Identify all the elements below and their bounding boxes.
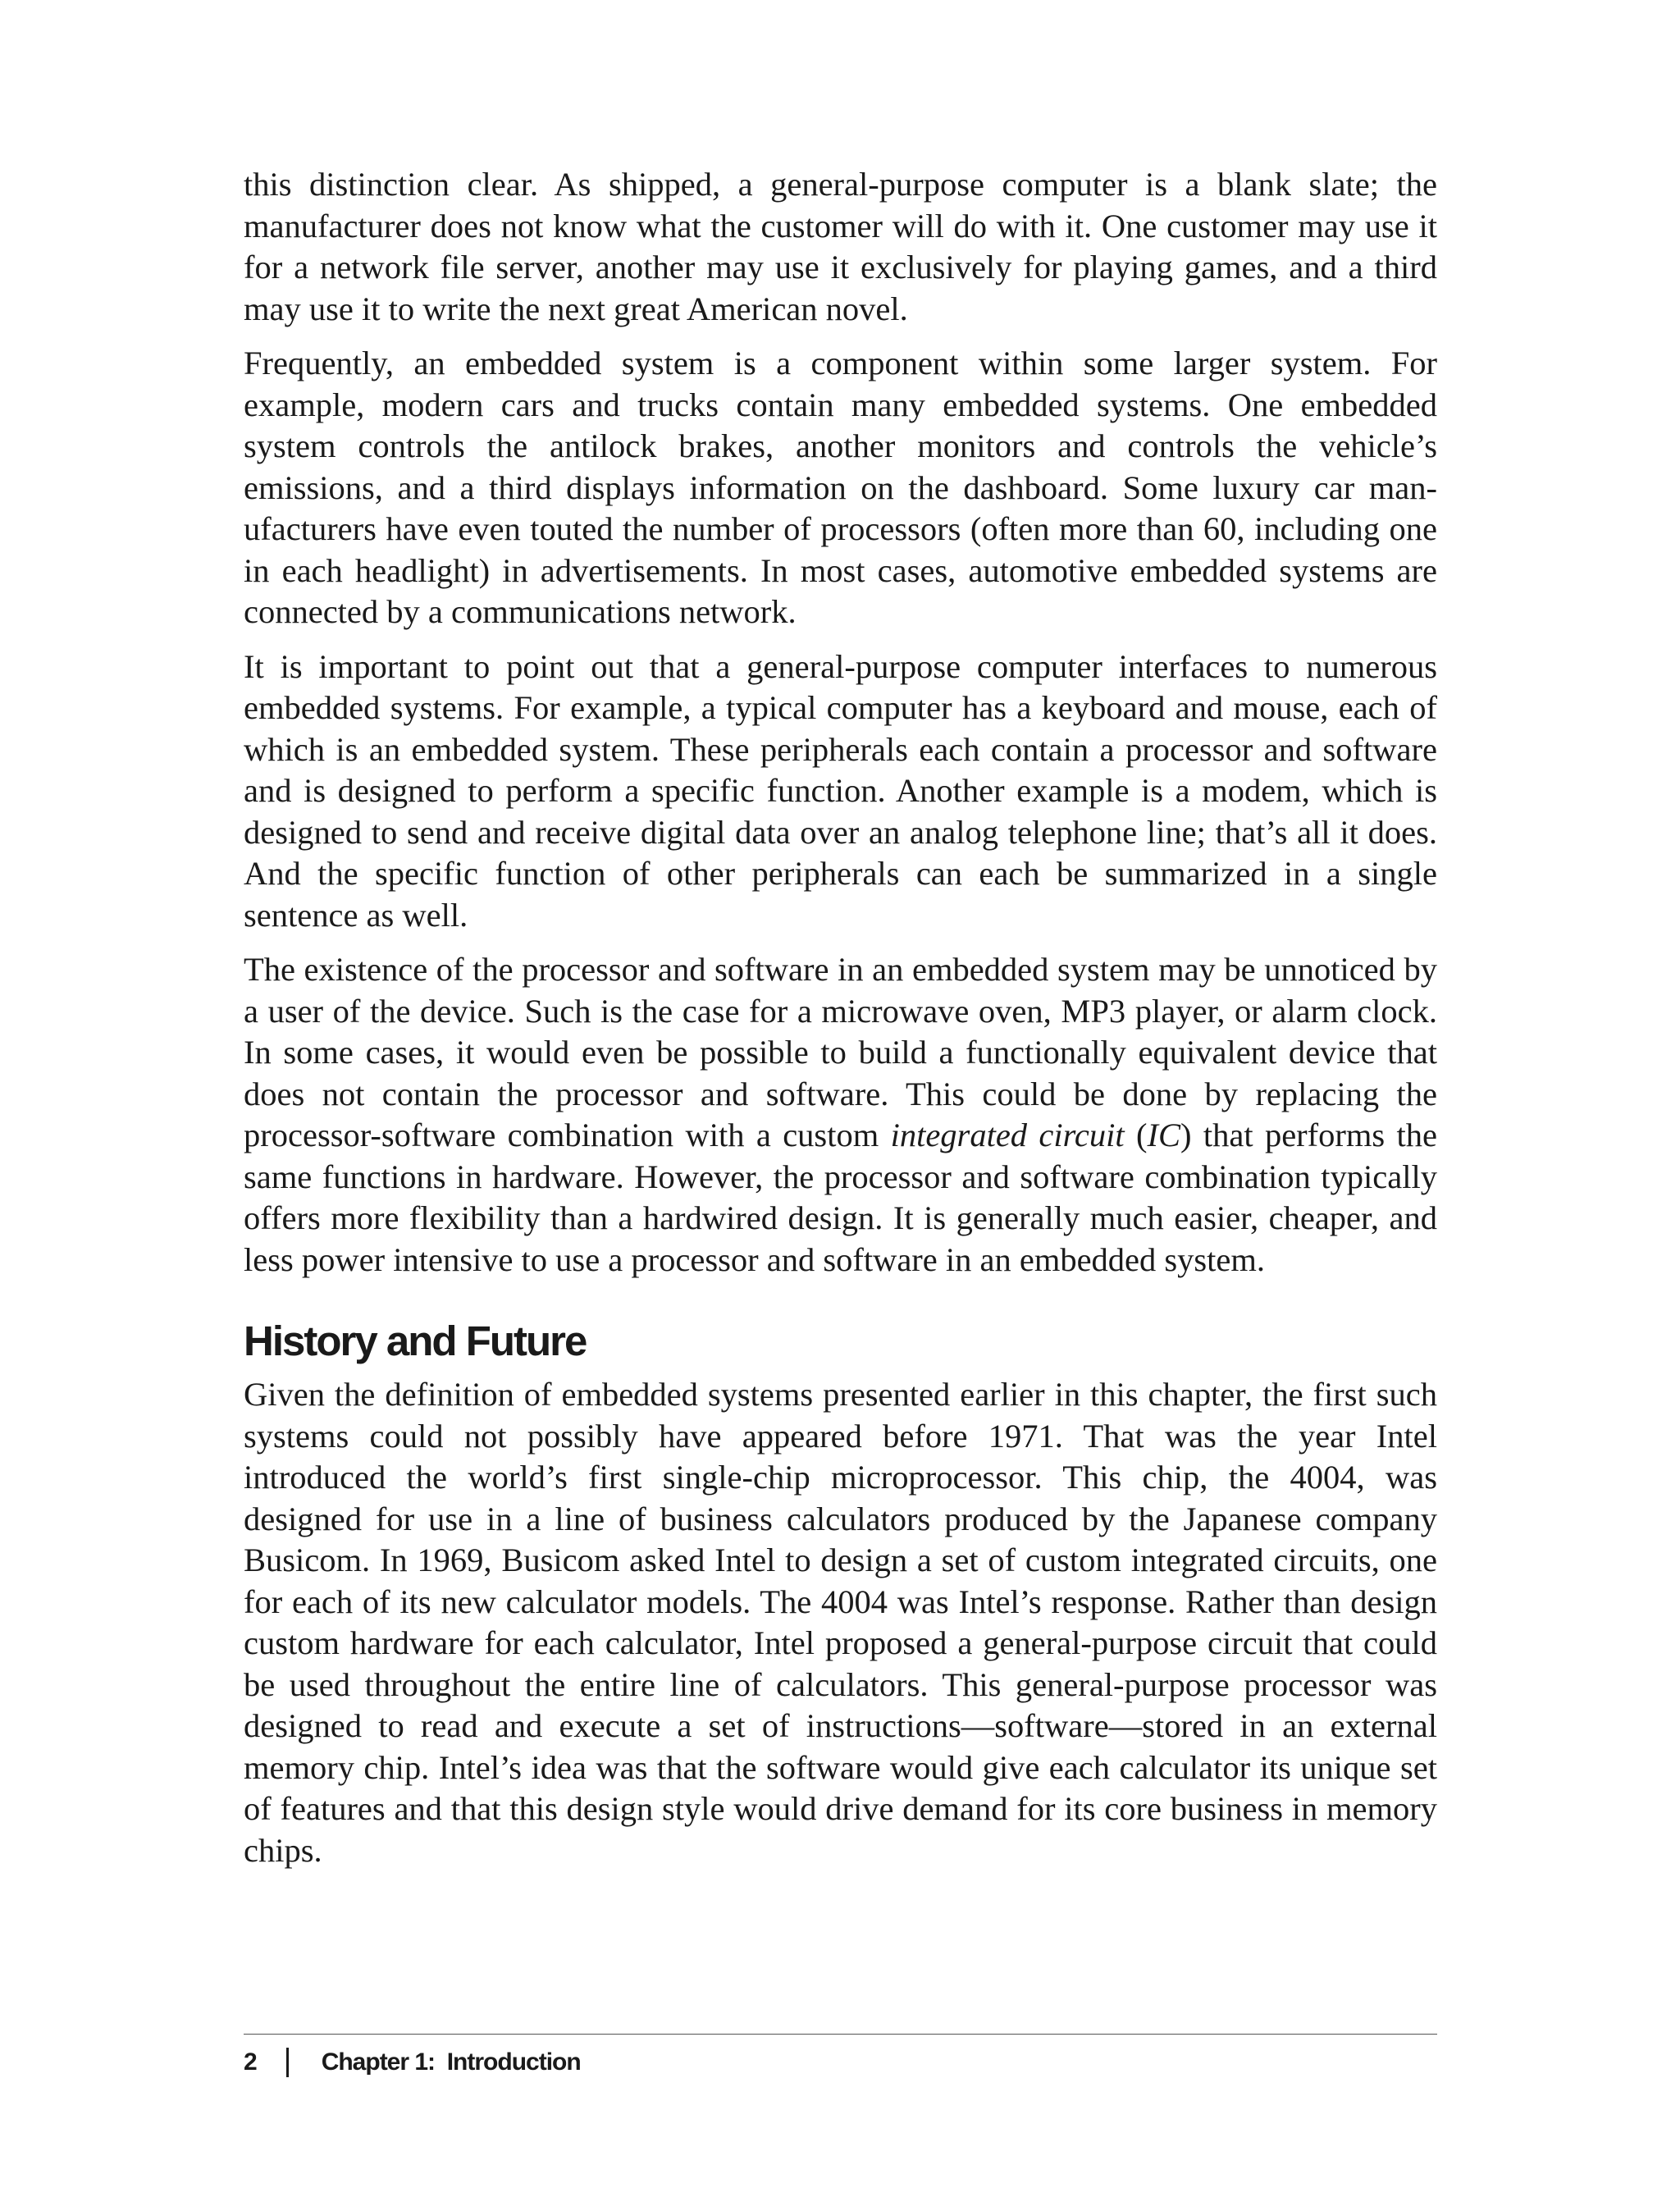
page-body — [244, 164, 1437, 1884]
body-paragraph: Given the definition of embedded systems presented earlier in this chapter, the first such systems could not possibly have appeared before 1971. That was the year Intel introduced the world’s first single-chip microprocessor. This chip, the 4004, was designed for use in a line of business calculators produced by the Japanese company Busicom. In 1969, Busicom asked Intel to design a set of custom integrated circuits, one for each of its new calculator models. The 4004 was Intel’s response. Rather than design custom hardware for each calculator, Intel proposed a general-purpose circuit that could be used throughout the entire line of calculators. This general-purpose processor was designed to read and execute a set of instructions—software—stored in an external memory chip. Intel’s idea was that the software would give each calculator its unique set of features and that this design style would drive demand for its core business in memory chips. — [244, 1376, 1437, 1869]
paragraph-text: ( — [1124, 1117, 1148, 1153]
body-paragraph: Frequently, an embedded system is a component within some larger system. For example, modern cars and trucks contain many embedded systems. One embedded system controls the antilock brakes, another monitors and controls the vehicle’s emissions, and a third displays information on the dashboard. Some luxury car manufacturers have even touted the number of processors (often more than 60, including one in each headlight) in advertisements. In most cases, automotive embedded systems are connected by a communications network. — [244, 345, 1437, 630]
page-footer — [244, 2034, 1437, 2077]
running-chapter-title: Chapter 1: Introduction — [321, 2048, 581, 2076]
body-paragraph — [244, 949, 1437, 1281]
paragraph-text: ) that performs the same functions in hardware. However, the processor and software combination typically offers more flexibility than a hardwired design. It is generally much easier, cheaper, and less power intensive to use a processor and software in an embedded system. — [244, 1117, 1437, 1278]
page-number: 2 — [244, 2048, 257, 2076]
footer-separator — [286, 2048, 289, 2077]
italic-term: integrated circuit — [890, 1117, 1125, 1153]
body-paragraph: It is important to point out that a general-purpose computer interfaces to numerous embedded systems. For example, a typical computer has a keyboard and mouse, each of which is an embedded system. These peripherals each contain a processor and software and is designed to perform a specific function. Another example is a modem, which is designed to send and receive digital data over an analog telephone line; that’s all it does. And the specific function of other peripherals can each be summarized in a single sentence as well. — [244, 647, 1437, 934]
section-heading: History and Future — [244, 1318, 587, 1364]
italic-abbreviation: IC — [1147, 1117, 1180, 1153]
body-paragraph: this distinction clear. As shipped, a general-purpose computer is a blank slate; the manufacturer does not know what the customer will do with it. One customer may use it for a network file server, another may use it exclusively for playing games, and a third may use it to write the next great American novel. — [244, 166, 1437, 327]
paragraph-text: The existence of the processor and software in an embedded system may be unnoticed by a user of the device. Such is the case for a microwave oven, MP3 player, or alarm clock. In some cases, it would even be possible to build a functionally equivalent device that does not contain the processor and software. This could be done by replacing the processor-software combination with a custom — [244, 951, 1437, 1153]
